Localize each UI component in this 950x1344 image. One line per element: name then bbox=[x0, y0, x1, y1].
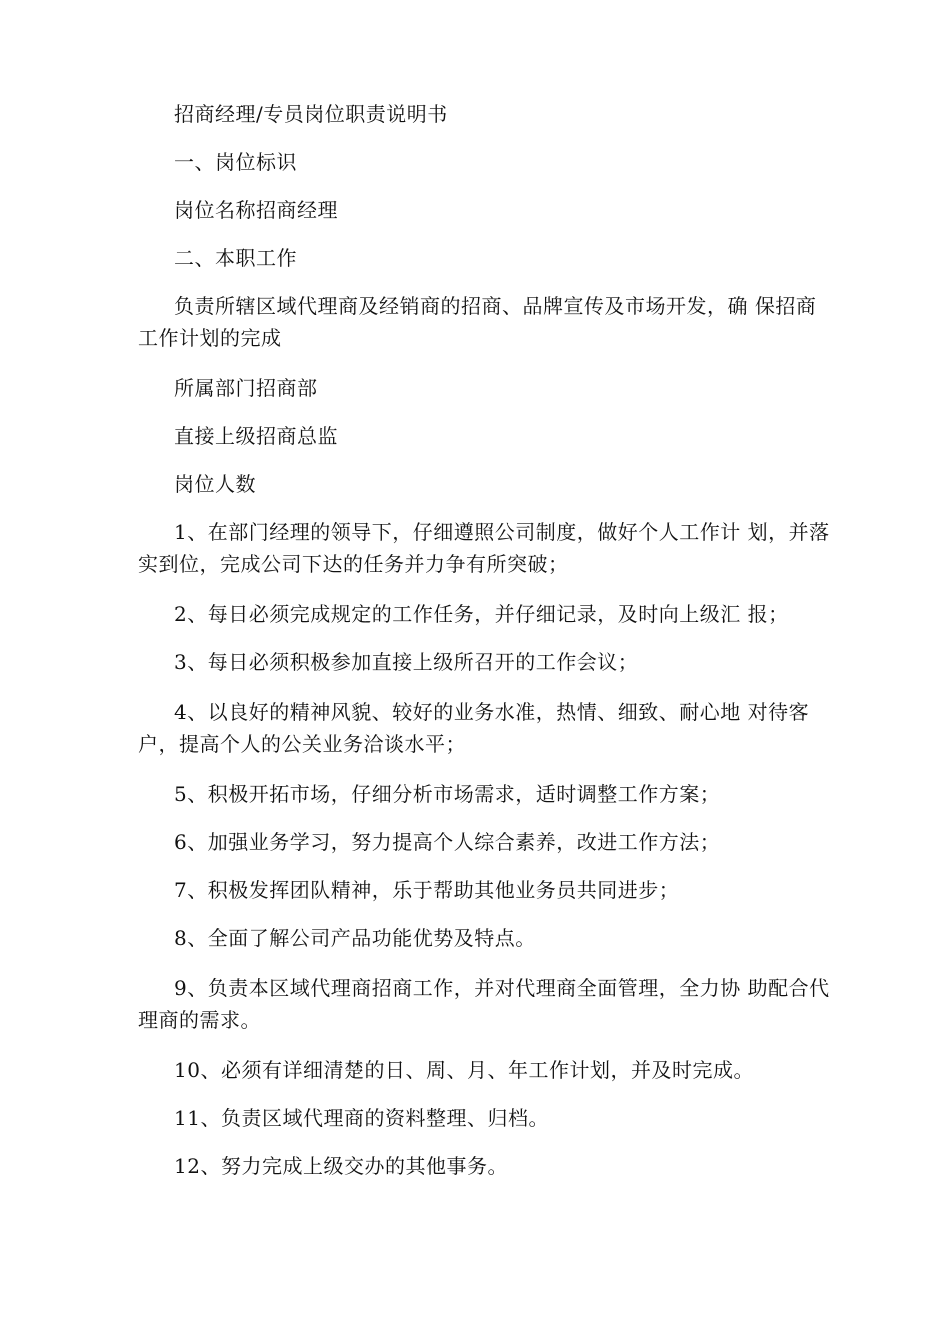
duty-summary: 负责所辖区域代理商及经销商的招商、品牌宣传及市场开发，确 保招商工作计划的完成 bbox=[138, 294, 817, 350]
duty-item: 12、努力完成上级交办的其他事务。 bbox=[174, 1154, 508, 1178]
supervisor: 直接上级招商总监 bbox=[174, 424, 338, 448]
duty-item: 1、在部门经理的领导下，仔细遵照公司制度，做好个人工作计 划，并落实到位，完成公司下达的任务并力争有所突破； bbox=[138, 520, 830, 576]
position-name: 岗位名称招商经理 bbox=[174, 198, 338, 222]
duty-item: 10、必须有详细清楚的日、周、月、年工作计划，并及时完成。 bbox=[174, 1058, 754, 1082]
duty-item: 11、负责区域代理商的资料整理、归档。 bbox=[174, 1106, 549, 1130]
duty-item: 9、负责本区域代理商招商工作，并对代理商全面管理，全力协 助配合代理商的需求。 bbox=[138, 976, 830, 1032]
duty-item: 6、加强业务学习，努力提高个人综合素养，改进工作方法； bbox=[174, 830, 721, 854]
section-heading-duties: 二、本职工作 bbox=[174, 246, 297, 270]
duty-item: 4、以良好的精神风貌、较好的业务水准，热情、细致、耐心地 对待客户，提高个人的公关业务洽谈水平； bbox=[138, 700, 810, 756]
duty-item: 5、积极开拓市场，仔细分析市场需求，适时调整工作方案； bbox=[174, 782, 721, 806]
document-body bbox=[138, 98, 832, 1198]
document-title: 招商经理/专员岗位职责说明书 bbox=[174, 102, 448, 126]
duty-item: 8、全面了解公司产品功能优势及特点。 bbox=[174, 926, 536, 950]
duty-item: 3、每日必须积极参加直接上级所召开的工作会议； bbox=[174, 650, 639, 674]
duty-item: 7、积极发挥团队精神，乐于帮助其他业务员共同进步； bbox=[174, 878, 680, 902]
section-heading-identification: 一、岗位标识 bbox=[174, 150, 297, 174]
headcount: 岗位人数 bbox=[174, 472, 256, 496]
duty-item: 2、每日必须完成规定的工作任务，并仔细记录，及时向上级汇 报； bbox=[174, 602, 789, 626]
department: 所属部门招商部 bbox=[174, 376, 318, 400]
